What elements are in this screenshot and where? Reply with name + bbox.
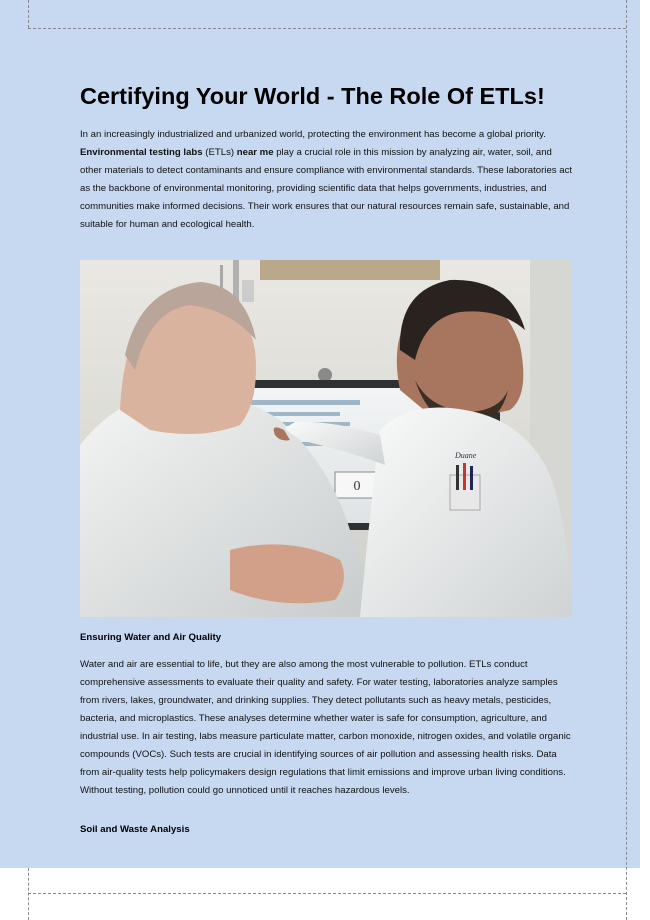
page-border-left: [28, 0, 29, 28]
section-heading-soil-waste: Soil and Waste Analysis: [80, 824, 190, 835]
section-heading-water-air: Ensuring Water and Air Quality: [80, 632, 222, 643]
coat-name-badge: Duane: [455, 451, 477, 460]
page-border-bottom: [28, 893, 626, 894]
screen-value-1: 0: [353, 479, 361, 494]
intro-link-near-me[interactable]: near me: [236, 147, 274, 158]
intro-link-environmental-testing-labs[interactable]: Environmental testing labs: [80, 147, 203, 158]
page-border-right: [626, 0, 627, 920]
intro-text-3: play a crucial role in this mission by analyzing air, water, soil, and other materials to detect contaminants and ensure compliance with environmental standards. These laboratories act as the backbone of environmental monitoring, providing scientific data that helps governments, industries, and communities make informed decisions. Their work ensures that our natural resources remain safe, sustainable, and suitable for human and ecological health.: [80, 147, 573, 230]
section-body-water-air: Water and air are essential to life, but they are also among the most vulnerable to pollution. ETLs conduct comprehensive assessments to evaluate their quality and safety. For water testing, laboratories analyze samples from rivers, lakes, groundwater, and drinking supplies. They detect pollutants such as heavy metals, pesticides, bacteria, and microplastics. These analyses determine whether water is safe for consumption, agriculture, and industrial use. In air testing, labs measure particulate matter, carbon monoxide, nitrogen oxides, and volatile organic compounds (VOCs). Such tests are crucial in identifying sources of air pollution and assessing health risks. Data from air-quality tests help policymakers design regulations that limit emissions and improve urban living conditions. Without testing, pollution could go unnoticed until it reaches hazardous levels.: [80, 659, 571, 796]
page-border-top: [28, 28, 626, 29]
article-title: Certifying Your World - The Role Of ETLs!: [80, 83, 545, 109]
intro-text-1: In an increasingly industrialized and urbanized world, protecting the environment has become a global priority.: [80, 129, 546, 140]
intro-text-2: (ETLs): [202, 147, 237, 158]
page-border-left-lower: [28, 868, 29, 920]
article-content: [80, 80, 574, 234]
intro-paragraph: [80, 126, 574, 234]
lab-technicians-photo: [80, 260, 572, 617]
